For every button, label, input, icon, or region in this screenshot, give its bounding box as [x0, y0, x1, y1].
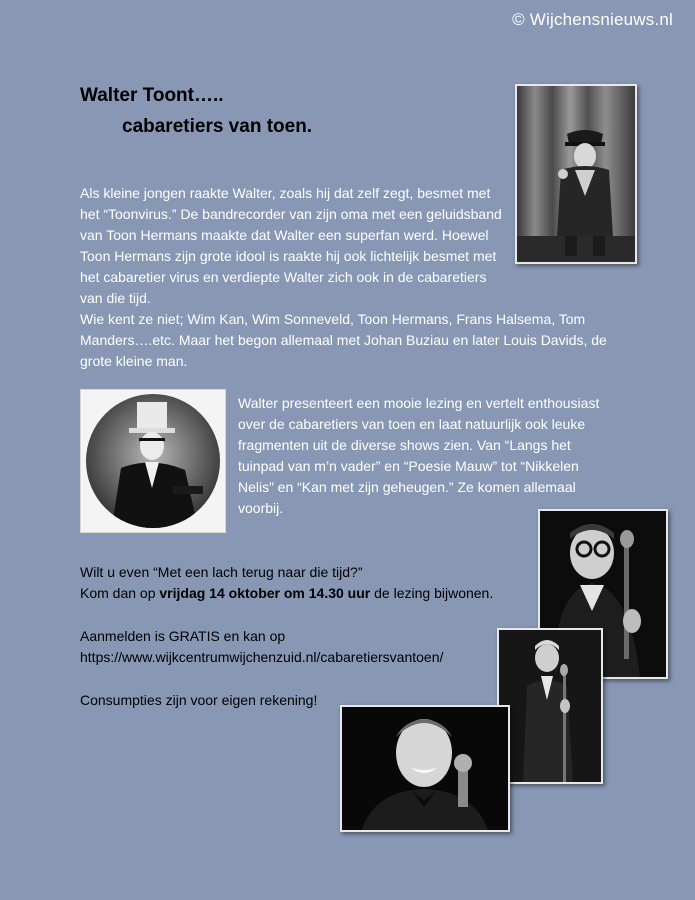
registration-line: Aanmelden is GRATIS en kan op [80, 628, 286, 644]
names-paragraph: Wie kent ze niet; Wim Kan, Wim Sonneveld, Toon Hermans, Frans Halsema, Tom Manders….etc. Maar het begon allemaal met Johan Buziau en later Louis Davids, de grote kleine man. [80, 311, 607, 369]
lecture-paragraph: Walter presenteert een mooie lezing en vertelt enthousiast over de cabaretiers van toen en laat natuurlijk ook leuke fragmenten uit de diverse shows zien. Van “Langs het tuinpad van m’n vader” en “Poesie Mauw” tot “Nikkelen Nelis” en “Kan met zijn geheugen.” Ze komen allemaal voorbij. [238, 395, 600, 516]
photo-top-hat-performer [80, 389, 226, 533]
registration-url: https://www.wijkcentrumwijchenzuid.nl/cabaretiersvantoen/ [80, 649, 444, 665]
intro-paragraph: Als kleine jongen raakte Walter, zoals hij dat zelf zegt, besmet met het “Toonvirus.” De bandrecorder van zijn oma met een geluidsband van Toon Hermans maakte dat Walter een superfan werd. Hoewel Toon Hermans zijn grote idool is raakte hij ook lichtelijk besmet met het cabaretier virus en verdiepte Walter zich ook in de cabaretiers van die tijd. [80, 185, 502, 306]
consumptions-note: Consumpties zijn voor eigen rekening! [80, 692, 318, 708]
watermark: © Wijchensnieuws.nl [512, 10, 673, 29]
page-title: Walter Toont….. [80, 85, 224, 106]
photo-clown-on-stage [515, 84, 637, 264]
photo-smiling-man [340, 705, 510, 832]
photo-man-in-suit [497, 628, 603, 784]
invite-suffix: de lezing bijwonen. [370, 585, 494, 601]
page-subtitle: cabaretiers van toen. [122, 116, 313, 137]
invite-prefix: Kom dan op [80, 585, 160, 601]
question-line: Wilt u even “Met een lach terug naar die tijd?” [80, 564, 363, 580]
invite-line [80, 583, 493, 604]
event-date: vrijdag 14 oktober om 14.30 uur [159, 585, 371, 601]
